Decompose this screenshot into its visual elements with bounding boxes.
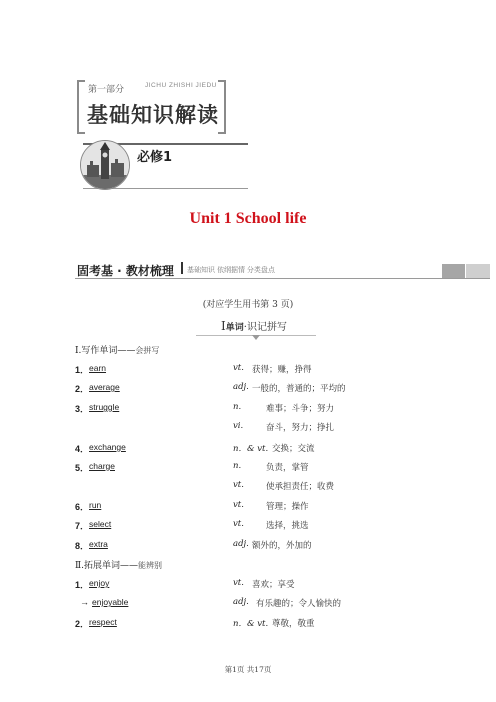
- word-meaning: 喜欢；享受: [252, 580, 295, 590]
- word-meaning: 奋斗，努力；挣扎: [266, 423, 335, 433]
- part-label: 第一部分: [88, 84, 125, 94]
- subhead-label: Ⅰ.写作单词——: [75, 346, 136, 356]
- word-entry: average: [89, 382, 120, 392]
- word-number: 1．: [75, 365, 90, 375]
- word-meaning: 使承担责任；收费: [266, 482, 335, 492]
- word-entry: extra: [89, 539, 108, 549]
- word-pos: adj.: [233, 597, 249, 607]
- section-title: 固考基 · 教材梳理: [77, 264, 174, 278]
- word-number: 5．: [75, 463, 90, 473]
- step-heading: [221, 318, 287, 333]
- section-block-light: [466, 264, 490, 278]
- subhead-note: 能辨别: [137, 561, 162, 570]
- word-pos: n.: [233, 461, 242, 471]
- word-meaning: 管理；操作: [266, 502, 309, 512]
- word-number: 4．: [75, 444, 90, 454]
- word-number: 2．: [75, 619, 90, 629]
- word-meaning: 交换；交流: [272, 444, 315, 454]
- word-number: 8．: [75, 541, 90, 551]
- big-ben-illustration: [80, 140, 130, 190]
- section-divider: [181, 262, 183, 274]
- word-meaning: 一般的，普通的；平均的: [252, 384, 346, 394]
- word-meaning: 尊敬，敬重: [272, 619, 315, 629]
- subhead-label: Ⅱ.拓展单词——: [75, 561, 138, 571]
- section-subtitle: 基础知识 依纲据情 分类盘点: [187, 267, 275, 274]
- word-pos: vt.: [233, 578, 244, 588]
- word-entry: exchange: [89, 442, 126, 452]
- book-title: 必修1: [137, 150, 173, 165]
- word-meaning: 额外的，外加的: [252, 541, 312, 551]
- step-number: Ⅰ: [221, 319, 226, 333]
- word-entry: enjoyable: [92, 597, 129, 607]
- word-entry: enjoy: [89, 578, 110, 588]
- unit-title: Unit 1 School life: [189, 210, 307, 227]
- word-entry: run: [89, 500, 102, 510]
- word-pos: adj.: [233, 539, 249, 549]
- word-meaning: 负责，掌管: [266, 463, 309, 473]
- word-meaning: 选择，挑选: [266, 521, 309, 531]
- word-entry: select: [89, 519, 112, 529]
- word-pos: vt.: [233, 480, 244, 490]
- word-pos: n．& vt.: [233, 619, 269, 629]
- section-block-dark: [442, 264, 465, 278]
- subhead-extended-words: [75, 558, 162, 571]
- part-pinyin: JICHU ZHISHI JIEDU: [145, 82, 217, 89]
- word-entry: respect: [89, 617, 117, 627]
- word-number: 6．: [75, 502, 90, 512]
- word-number: 7．: [75, 521, 90, 531]
- step-bold: 单词: [225, 323, 244, 333]
- word-number: 3．: [75, 404, 90, 414]
- word-pos: vt.: [233, 519, 244, 529]
- subhead-note: 会拼写: [135, 346, 160, 355]
- word-entry: charge: [89, 461, 115, 471]
- word-meaning: 难事；斗争；努力: [266, 404, 335, 414]
- part-title: 基础知识解读: [87, 103, 219, 127]
- part-bracket-left: [77, 80, 85, 134]
- word-entry: struggle: [89, 402, 120, 412]
- subhead-writing-words: [75, 343, 159, 356]
- word-number: 1．: [75, 580, 90, 590]
- word-pos: adj.: [233, 382, 249, 392]
- word-number: 2．: [75, 384, 90, 394]
- step-arrow-icon: [252, 335, 260, 340]
- word-pos: n．& vt.: [233, 444, 269, 454]
- word-pos: n.: [233, 402, 242, 412]
- derivation-arrow: →: [80, 597, 89, 607]
- step-text: ·识记拼写: [243, 322, 287, 333]
- part-bracket-right: [218, 80, 226, 134]
- word-pos: vi.: [233, 421, 244, 431]
- word-meaning: 有乐趣的；令人愉快的: [256, 599, 342, 609]
- word-meaning: 获得；赚，挣得: [252, 365, 312, 375]
- word-pos: vt.: [233, 500, 244, 510]
- page-reference: (对应学生用书第 3 页): [202, 300, 294, 310]
- word-entry: earn: [89, 363, 107, 373]
- word-pos: vt.: [233, 363, 244, 373]
- page-footer: 第1页 共17页: [224, 665, 272, 674]
